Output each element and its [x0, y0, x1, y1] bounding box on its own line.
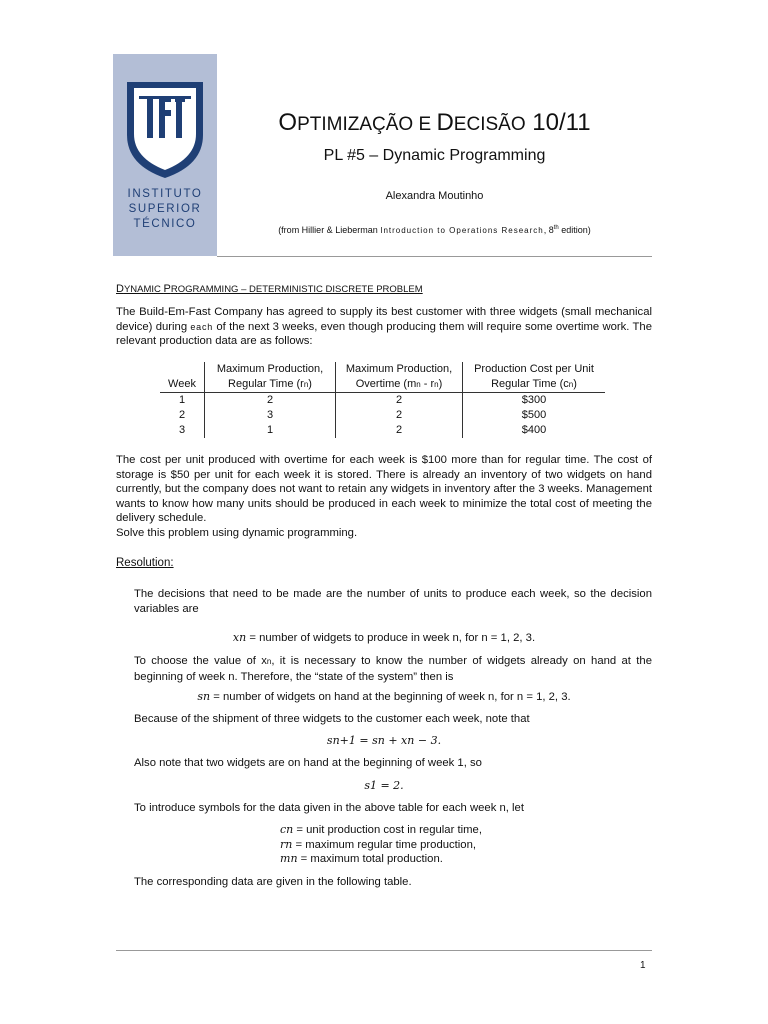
course-title: OPTIMIZAÇÃO E DECISÃO 10/11 [278, 109, 591, 136]
ist-logo [113, 54, 217, 256]
resolution-paragraph-3: Because of the shipment of three widgets to the customer each week, note that [134, 713, 530, 725]
header-divider [217, 256, 652, 257]
table-row: 1 2 2 $300 [160, 393, 605, 409]
logo-line-3: TÉCNICO [133, 218, 197, 230]
worksheet-subtitle: PL #5 – Dynamic Programming [323, 147, 546, 164]
resolution-paragraph-4: Also note that two widgets are on hand at the beginning of week 1, so [134, 757, 482, 769]
page-number: 1 [640, 960, 646, 971]
intro-paragraph: The Build-Em-Fast Company has agreed to supply its best customer with three widgets (small mechanical device) during each of the next 3 weeks, even though producing them will require some overtime work. The relevant production data are as follows: [116, 306, 652, 347]
resolution-paragraph-1: The decisions that need to be made are the number of units to produce each week, so the decision variables are [134, 588, 652, 615]
definition-mn: mn = maximum total production. [280, 852, 443, 865]
logo-text [113, 187, 217, 232]
shield-icon [125, 80, 205, 180]
footer-divider [116, 950, 652, 951]
source-citation: (from Hillier & Lieberman Introduction to Operations Research, 8th edition) [278, 225, 591, 235]
resolution-paragraph-2: To choose the value of xn, it is necessary to know the number of widgets already on hand at the beginning of week n. Therefore, the “state of the system” then is [134, 655, 652, 683]
equation-xn: xn = number of widgets to produce in week n, for n = 1, 2, 3. [232, 631, 536, 644]
author-name: Alexandra Moutinho [385, 190, 484, 202]
solve-line: Solve this problem using dynamic programming. [116, 526, 358, 539]
equation-state-transition: sn+1 = sn + xn − 3. [326, 734, 442, 747]
definition-cn: cn = unit production cost in regular time, [280, 823, 482, 836]
section-heading: DYNAMIC PROGRAMMING – DETERMINISTIC DISCRETE PROBLEM [116, 283, 423, 295]
equation-sn: sn = number of widgets on hand at the beginning of week n, for n = 1, 2, 3. [197, 690, 571, 703]
symbol-definitions [280, 823, 482, 867]
resolution-label: Resolution: [116, 557, 174, 569]
table-row: 3 1 2 $400 [160, 423, 605, 438]
production-table [160, 362, 605, 438]
cost-paragraph: The cost per unit produced with overtime for each week is $100 more than for regular time. The cost of storage is $50 per unit for each week it is stored. There is already an inventory of two widgets on hand currently, but the company does not want to retain any widgets in inventory after the 3 weeks. Management wants to know how many units should be produced in each week to minimize the total cost of meeting the delivery schedule. Solve this problem using dynamic programming. [116, 454, 652, 539]
definition-rn: rn = maximum regular time production, [280, 837, 477, 851]
logo-line-1: INSTITUTO [127, 188, 203, 200]
equation-s1: s1 = 2. [364, 779, 404, 792]
resolution-paragraph-5: To introduce symbols for the data given in the above table for each week n, let [134, 802, 524, 814]
resolution-paragraph-6: The corresponding data are given in the following table. [134, 876, 412, 888]
table-row: 2 3 2 $500 [160, 408, 605, 423]
table-header-row-2: Week Regular Time (rn) Overtime (mn - rn) Regular Time (cn) [160, 377, 605, 393]
table-header-row-1: Maximum Production, Maximum Production, Production Cost per Unit [160, 362, 605, 377]
logo-line-2: SUPERIOR [128, 203, 202, 215]
